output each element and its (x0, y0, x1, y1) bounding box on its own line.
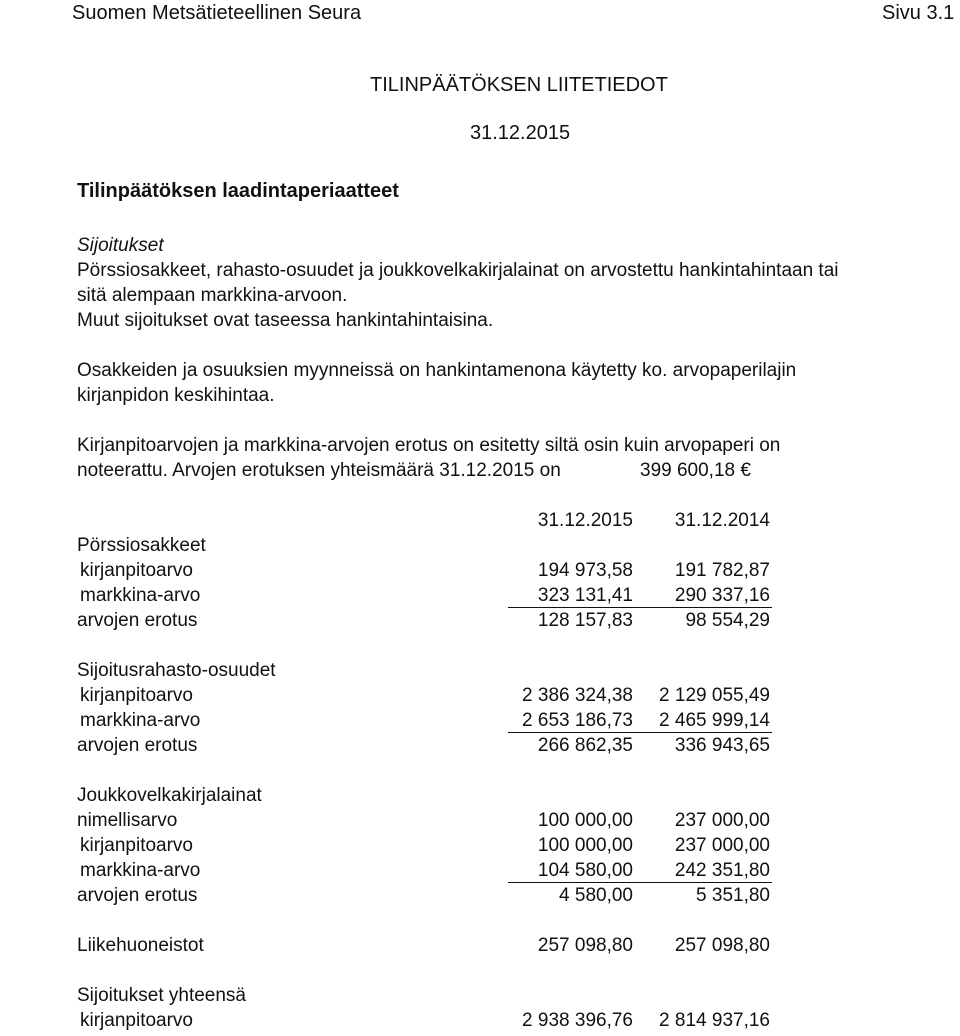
cell-2014: 257 098,80 (674, 935, 770, 956)
cell-2015: 100 000,00 (537, 810, 633, 831)
cell-2015: 4 580,00 (559, 885, 633, 906)
subheading: Sijoitukset (77, 235, 164, 256)
cell-2014: 336 943,65 (674, 735, 770, 756)
document-date: 31.12.2015 (470, 122, 571, 144)
row-label: kirjanpitoarvo (80, 560, 193, 581)
row-label: arvojen erotus (77, 610, 198, 631)
sum-underline (508, 607, 772, 608)
cell-2015: 2 386 324,38 (522, 685, 633, 706)
paragraph-line: Kirjanpitoarvojen ja markkina-arvojen erotus on esitetty siltä osin kuin arvopaperi on (77, 435, 781, 456)
cell-2015: 104 580,00 (537, 860, 633, 881)
paragraph-line: Pörssiosakkeet, rahasto-osuudet ja joukkovelkakirjalainat on arvostettu hankintahintaan tai (77, 260, 839, 281)
row-label: kirjanpitoarvo (80, 685, 193, 706)
row-label: markkina-arvo (80, 710, 201, 731)
cell-2014: 2 465 999,14 (659, 710, 770, 731)
cell-2015: 2 938 396,76 (522, 1010, 633, 1031)
row-label: arvojen erotus (77, 885, 198, 906)
table-section-heading: Sijoitukset yhteensä (77, 985, 246, 1006)
document-title: TILINPÄÄTÖKSEN LIITETIEDOT (370, 74, 668, 96)
organization-name: Suomen Metsätieteellinen Seura (72, 2, 362, 24)
cell-2015: 257 098,80 (537, 935, 633, 956)
cell-2014: 237 000,00 (674, 835, 770, 856)
row-label: arvojen erotus (77, 735, 198, 756)
cell-2014: 237 000,00 (674, 810, 770, 831)
cell-2015: 100 000,00 (537, 835, 633, 856)
cell-2015: 2 653 186,73 (522, 710, 633, 731)
sum-underline (508, 732, 772, 733)
cell-2014: 290 337,16 (674, 585, 770, 606)
paragraph-line: kirjanpidon keskihintaa. (77, 385, 275, 406)
paragraph-line: noteerattu. Arvojen erotuksen yhteismäärä 31.12.2015 on (77, 460, 561, 481)
cell-2014: 2 814 937,16 (659, 1010, 770, 1031)
page-number: Sivu 3.1 (882, 2, 955, 24)
cell-2014: 191 782,87 (674, 560, 770, 581)
cell-2014: 2 129 055,49 (659, 685, 770, 706)
cell-2014: 5 351,80 (696, 885, 770, 906)
row-label: markkina-arvo (80, 860, 201, 881)
column-header-2015: 31.12.2015 (537, 510, 633, 531)
total-difference-amount: 399 600,18 € (640, 460, 751, 481)
paragraph-line: sitä alempaan markkina-arvoon. (77, 285, 348, 306)
table-section-heading: Pörssiosakkeet (77, 535, 206, 556)
table-section-heading: Sijoitusrahasto-osuudet (77, 660, 276, 681)
row-label: kirjanpitoarvo (80, 835, 193, 856)
cell-2015: 323 131,41 (537, 585, 633, 606)
row-label: nimellisarvo (77, 810, 178, 831)
sum-underline (508, 882, 772, 883)
table-section-heading: Liikehuoneistot (77, 935, 204, 956)
table-section-heading: Joukkovelkakirjalainat (77, 785, 262, 806)
cell-2014: 242 351,80 (674, 860, 770, 881)
cell-2015: 266 862,35 (537, 735, 633, 756)
cell-2014: 98 554,29 (685, 610, 770, 631)
row-label: kirjanpitoarvo (80, 1010, 193, 1031)
cell-2015: 194 973,58 (537, 560, 633, 581)
section-heading: Tilinpäätöksen laadintaperiaatteet (77, 180, 399, 202)
paragraph-line: Osakkeiden ja osuuksien myynneissä on hankintamenona käytetty ko. arvopaperilajin (77, 360, 797, 381)
column-header-2014: 31.12.2014 (674, 510, 770, 531)
cell-2015: 128 157,83 (537, 610, 633, 631)
row-label: markkina-arvo (80, 585, 201, 606)
paragraph-line: Muut sijoitukset ovat taseessa hankintahintaisina. (77, 310, 494, 331)
